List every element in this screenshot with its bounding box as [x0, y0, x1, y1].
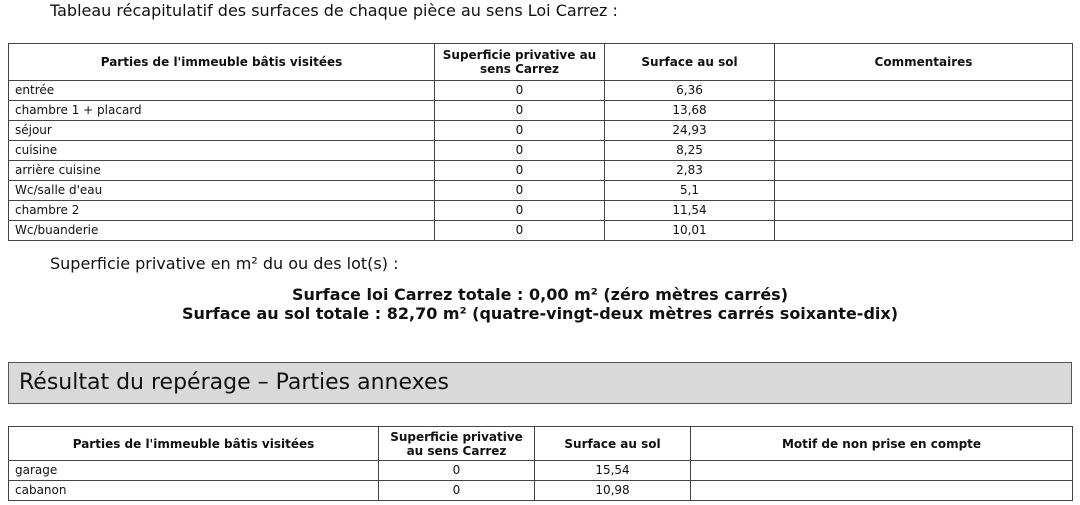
cell-partie: séjour	[9, 121, 435, 141]
cell-carrez: 0	[435, 201, 605, 221]
header-motif: Motif de non prise en compte	[691, 427, 1073, 461]
cell-sol: 6,36	[605, 81, 775, 101]
cell-comment	[775, 221, 1073, 241]
cell-carrez: 0	[435, 101, 605, 121]
annexes-surfaces-table	[8, 426, 1073, 501]
cell-partie: Wc/buanderie	[9, 221, 435, 241]
cell-sol: 24,93	[605, 121, 775, 141]
cell-comment	[775, 121, 1073, 141]
header-surface-sol: Surface au sol	[535, 427, 691, 461]
table-row	[9, 101, 1073, 121]
cell-partie: chambre 2	[9, 201, 435, 221]
header-surface-sol: Surface au sol	[605, 44, 775, 81]
intro-text: Tableau récapitulatif des surfaces de chaque pièce au sens Loi Carrez :	[50, 1, 618, 20]
cell-carrez: 0	[435, 121, 605, 141]
section-header-annexes: Résultat du repérage – Parties annexes	[8, 362, 1072, 404]
cell-carrez: 0	[435, 181, 605, 201]
cell-sol: 13,68	[605, 101, 775, 121]
cell-sol: 8,25	[605, 141, 775, 161]
table-row	[9, 221, 1073, 241]
table-header-row	[9, 427, 1073, 461]
cell-partie: Wc/salle d'eau	[9, 181, 435, 201]
table-row	[9, 141, 1073, 161]
table-row	[9, 181, 1073, 201]
cell-comment	[775, 161, 1073, 181]
cell-sol: 2,83	[605, 161, 775, 181]
table-row	[9, 121, 1073, 141]
table-row	[9, 481, 1073, 501]
cell-motif	[691, 461, 1073, 481]
cell-partie: cuisine	[9, 141, 435, 161]
cell-comment	[775, 141, 1073, 161]
header-carrez: Superficie privative au sens Carrez	[435, 44, 605, 81]
table-row	[9, 81, 1073, 101]
header-parties: Parties de l'immeuble bâtis visitées	[9, 427, 379, 461]
cell-sol: 10,01	[605, 221, 775, 241]
cell-sol: 15,54	[535, 461, 691, 481]
cell-comment	[775, 101, 1073, 121]
cell-partie: cabanon	[9, 481, 379, 501]
cell-carrez: 0	[435, 81, 605, 101]
cell-comment	[775, 201, 1073, 221]
table-row	[9, 201, 1073, 221]
cell-carrez: 0	[435, 221, 605, 241]
cell-partie: arrière cuisine	[9, 161, 435, 181]
table-row	[9, 161, 1073, 181]
cell-carrez: 0	[379, 461, 535, 481]
cell-carrez: 0	[435, 141, 605, 161]
table-row	[9, 461, 1073, 481]
total-surface-sol: Surface au sol totale : 82,70 m² (quatre-vingt-deux mètres carrés soixante-dix)	[181, 304, 899, 323]
table-header-row	[9, 44, 1073, 81]
header-carrez: Superficie privative au sens Carrez	[379, 427, 535, 461]
cell-motif	[691, 481, 1073, 501]
cell-partie: chambre 1 + placard	[9, 101, 435, 121]
cell-comment	[775, 181, 1073, 201]
cell-comment	[775, 81, 1073, 101]
total-carrez: Surface loi Carrez totale : 0,00 m² (zéro mètres carrés)	[292, 285, 788, 304]
cell-sol: 10,98	[535, 481, 691, 501]
cell-partie: garage	[9, 461, 379, 481]
cell-sol: 11,54	[605, 201, 775, 221]
cell-carrez: 0	[435, 161, 605, 181]
cell-partie: entrée	[9, 81, 435, 101]
cell-sol: 5,1	[605, 181, 775, 201]
cell-carrez: 0	[379, 481, 535, 501]
header-commentaires: Commentaires	[775, 44, 1073, 81]
carrez-surfaces-table	[8, 43, 1073, 241]
summary-label: Superficie privative en m² du ou des lot(s) :	[50, 254, 399, 273]
header-parties: Parties de l'immeuble bâtis visitées	[9, 44, 435, 81]
